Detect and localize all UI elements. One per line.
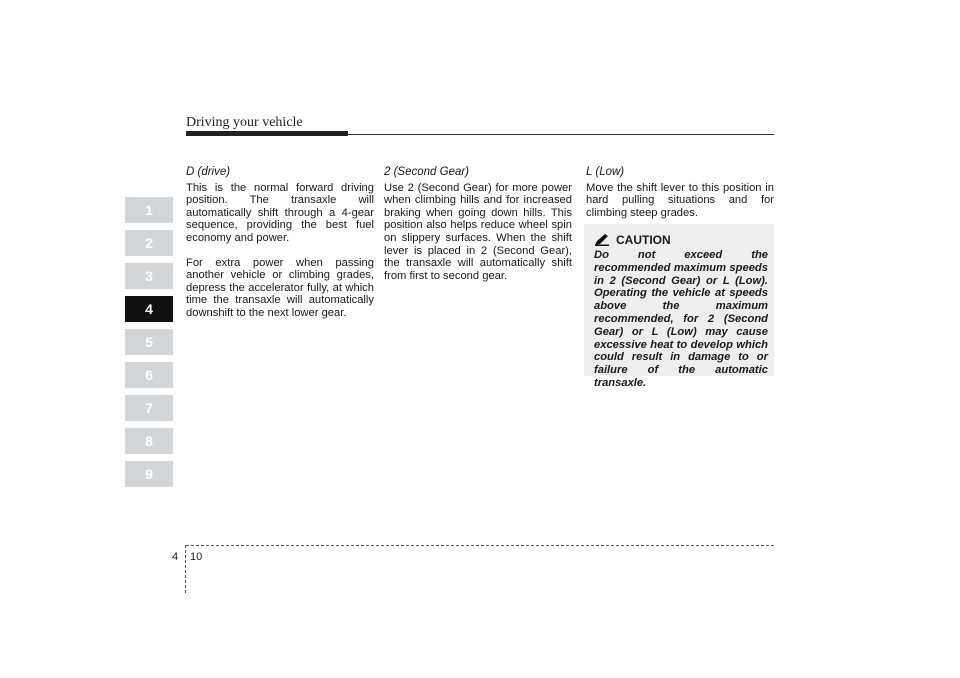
footer-rule [186, 545, 774, 546]
section-heading-drive: D (drive) [186, 166, 231, 178]
column-low [586, 166, 774, 231]
chapter-tabs [125, 197, 173, 494]
footer-divider [185, 545, 186, 593]
paragraph-low: Move the shift lever to this position in hard pulling situations and for climbing steep grades. [586, 181, 774, 219]
caution-box [584, 224, 774, 389]
header-rule-accent [186, 131, 348, 136]
chapter-tab-9[interactable]: 9 [125, 461, 173, 487]
column-drive [186, 166, 374, 332]
chapter-tab-5[interactable]: 5 [125, 329, 173, 355]
chapter-tab-7[interactable]: 7 [125, 395, 173, 421]
paragraph-drive-1: This is the normal forward driving position. The transaxle will automatically shift through a 4-gear sequence, providing the best fuel economy and power. [186, 181, 374, 244]
chapter-tab-1[interactable]: 1 [125, 197, 173, 223]
chapter-tab-8[interactable]: 8 [125, 428, 173, 454]
chapter-tab-6[interactable]: 6 [125, 362, 173, 388]
section-heading-second-gear: 2 (Second Gear) [384, 166, 470, 178]
page-number: 10 [190, 551, 203, 563]
caution-header [594, 233, 768, 247]
column-second-gear [384, 166, 572, 294]
paragraph-drive-2: For extra power when passing another vehicle or climbing grades, depress the accelerator fully, at which time the transaxle will automatically downshift to the next lower gear. [186, 256, 374, 319]
page-chapter-number: 4 [172, 551, 179, 563]
chapter-tab-3[interactable]: 3 [125, 263, 173, 289]
header-title: Driving your vehicle [186, 115, 303, 130]
section-heading-low: L (Low) [586, 166, 625, 178]
caution-pencil-icon [594, 234, 610, 246]
caution-text: Do not exceed the recommended maximum speeds in 2 (Second Gear) or L (Low). Operating the vehicle at speeds above the maximum recommended, for 2 (Second Gear) or L (Low) may cause excessive heat to develop which could result in damage to or failure of the automatic transaxle. [594, 249, 768, 389]
paragraph-second-gear: Use 2 (Second Gear) for more power when climbing hills and for increased braking when going down hills. This position also helps reduce wheel spin on slippery surfaces. When the shift lever is placed in 2 (Second Gear), the transaxle will automatically shift from first to second gear. [384, 181, 572, 282]
caution-label: CAUTION [616, 233, 671, 247]
chapter-tab-4[interactable]: 4 [125, 296, 173, 322]
chapter-tab-2[interactable]: 2 [125, 230, 173, 256]
